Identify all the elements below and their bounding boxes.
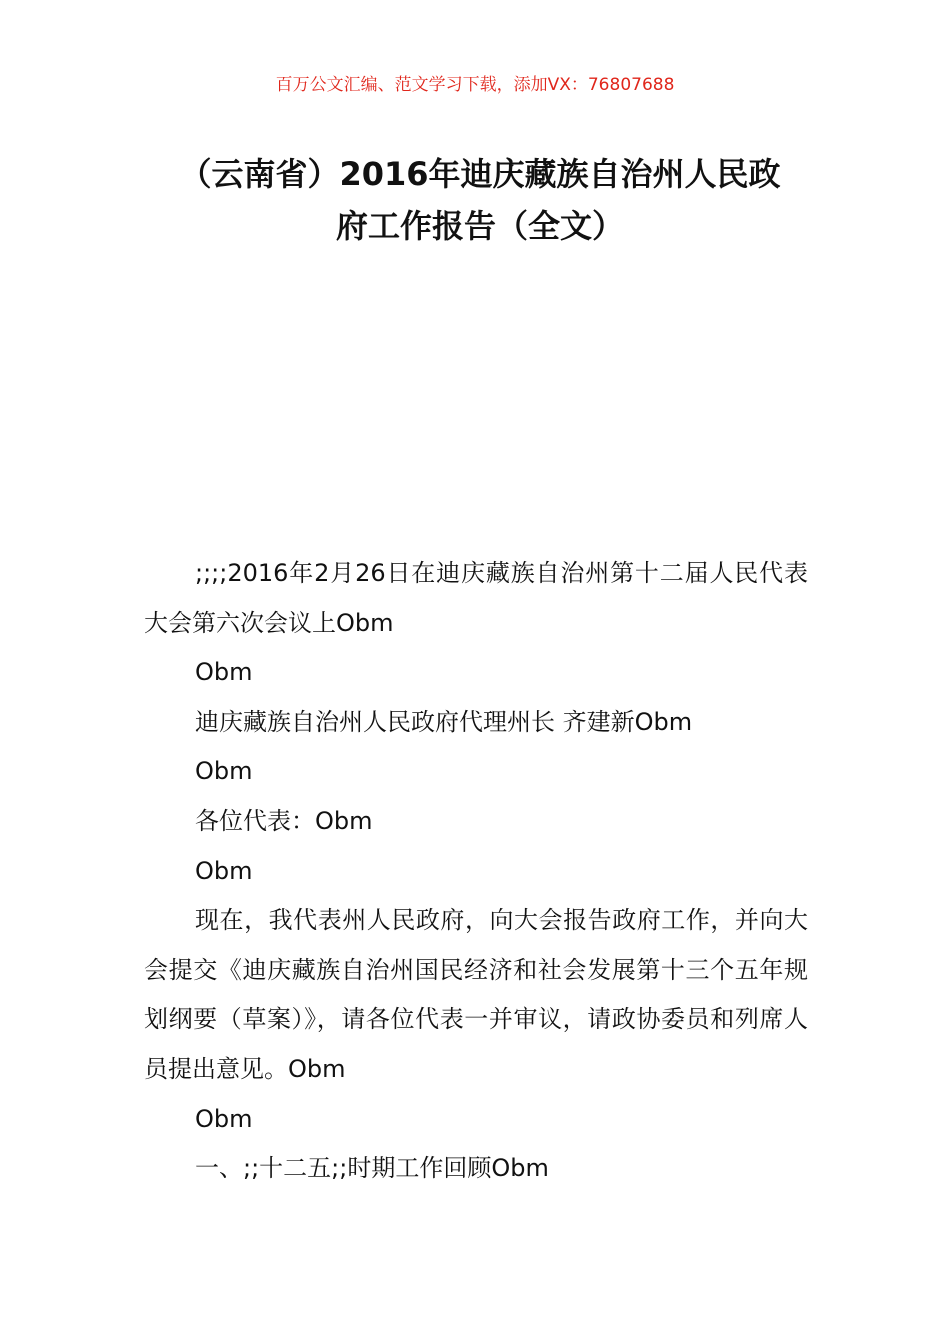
paragraph-intro: 现在，我代表州人民政府，向大会报告政府工作，并向大会提交《迪庆藏族自治州国民经济和社会发展第十三个五年规划纲要（草案）》，请各位代表一并审议，请政协委员和列席人员提出意见。Obm (144, 906, 808, 1083)
section-heading: 一、;;十二五;;时期工作回顾Obm (195, 1154, 549, 1183)
watermark-header: 百万公文汇编、范文学习下载，添加VX：76807688 (275, 75, 675, 95)
paragraph-spacer: Obm (195, 757, 253, 786)
title-line-2: 府工作报告（全文） (335, 207, 624, 245)
paragraph-salutation: 各位代表：Obm (195, 806, 373, 835)
document-body (144, 549, 808, 1194)
paragraph-date-venue: ;;;;2016年2月26日在迪庆藏族自治州第十二届人民代表大会第六次会议上Obm (144, 559, 808, 637)
paragraph-spacer: Obm (195, 658, 253, 687)
document-title (140, 148, 820, 252)
title-line-1: （云南省）2016年迪庆藏族自治州人民政 (179, 155, 781, 193)
paragraph-spacer: Obm (195, 1104, 253, 1133)
paragraph-speaker: 迪庆藏族自治州人民政府代理州长 齐建新Obm (195, 707, 693, 736)
paragraph-spacer: Obm (195, 856, 253, 885)
